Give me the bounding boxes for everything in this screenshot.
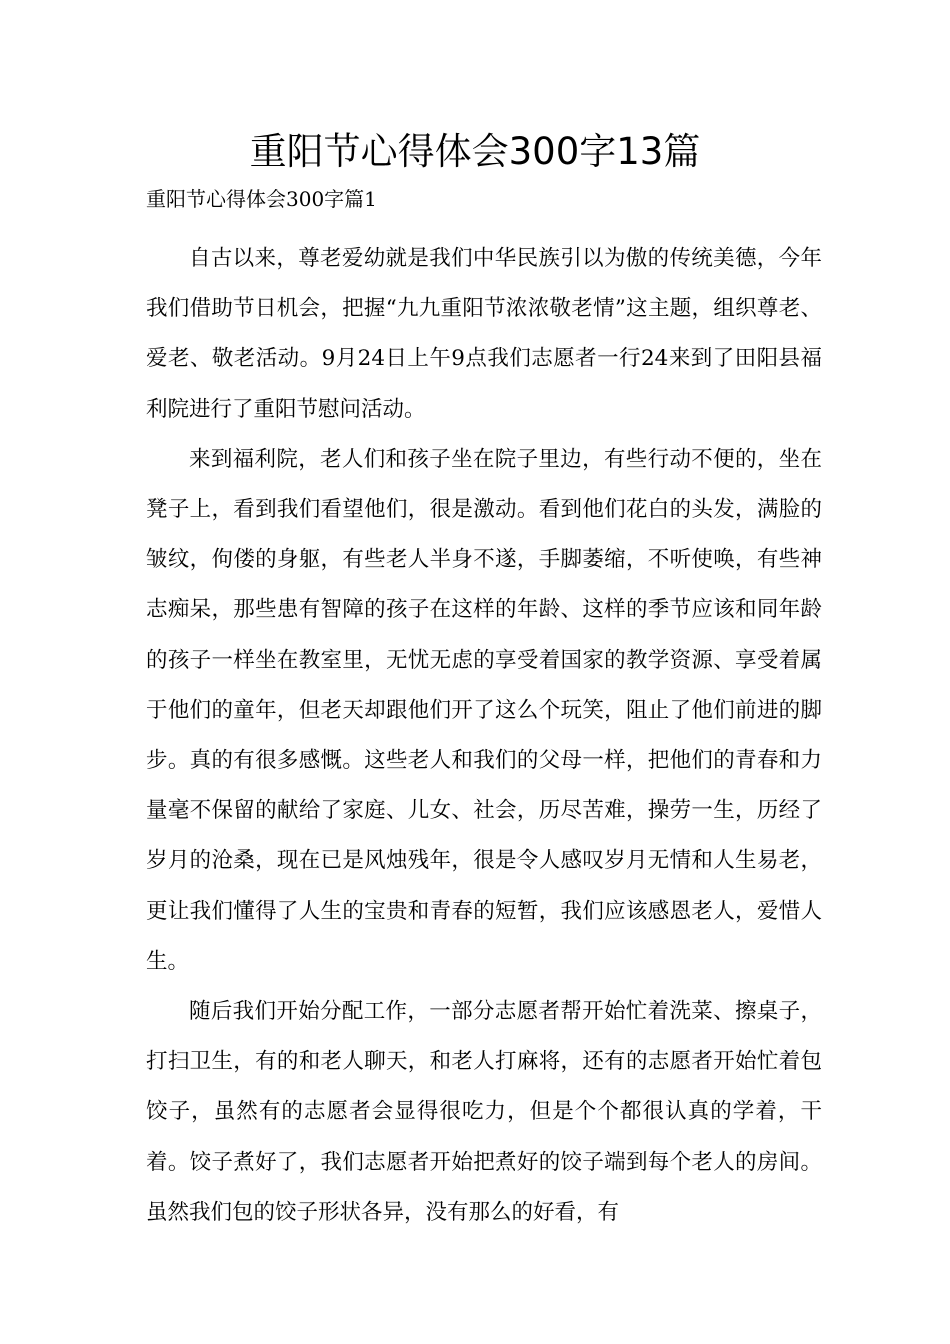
paragraph-2: 来到福利院，老人们和孩子坐在院子里边，有些行动不便的，坐在凳子上，看到我们看望他们，很是激动。看到他们花白的头发，满脸的皱纹，佝偻的身躯，有些老人半身不遂，手脚萎缩，不听使唤，有些神志痴呆，那些患有智障的孩子在这样的年龄、这样的季节应该和同年龄的孩子一样坐在教室里，无忧无虑的享受着国家的教学资源、享受着属于他们的童年，但老天却跟他们开了这么个玩笑，阻止了他们前进的脚步。真的有很多感慨。这些老人和我们的父母一样，把他们的青春和力量毫不保留的献给了家庭、儿女、社会，历尽苦难，操劳一生，历经了岁月的沧桑，现在已是风烛残年，很是令人感叹岁月无情和人生易老，更让我们懂得了人生的宝贵和青春的短暂，我们应该感恩老人，爱惜人生。	[146, 446, 822, 974]
paragraph-1: 自古以来，尊老爱幼就是我们中华民族引以为傲的传统美德，今年我们借助节日机会，把握“九九重阳节浓浓敬老情”这主题，组织尊老、爱老、敬老活动。9月24日上午9点我们志愿者一行24来到了田阳县福利院进行了重阳节慰问活动。	[146, 246, 822, 422]
document-title: 重阳节心得体会300字13篇	[249, 130, 701, 173]
paragraph-3: 随后我们开始分配工作，一部分志愿者帮开始忙着洗菜、擦桌子，打扫卫生，有的和老人聊天，和老人打麻将，还有的志愿者开始忙着包饺子，虽然有的志愿者会显得很吃力，但是个个都很认真的学着，干着。饺子煮好了，我们志愿者开始把煮好的饺子端到每个老人的房间。虽然我们包的饺子形状各异，没有那么的好看，有	[146, 999, 822, 1225]
document-body	[146, 234, 822, 1238]
section-heading: 重阳节心得体会300字篇1	[146, 187, 377, 211]
